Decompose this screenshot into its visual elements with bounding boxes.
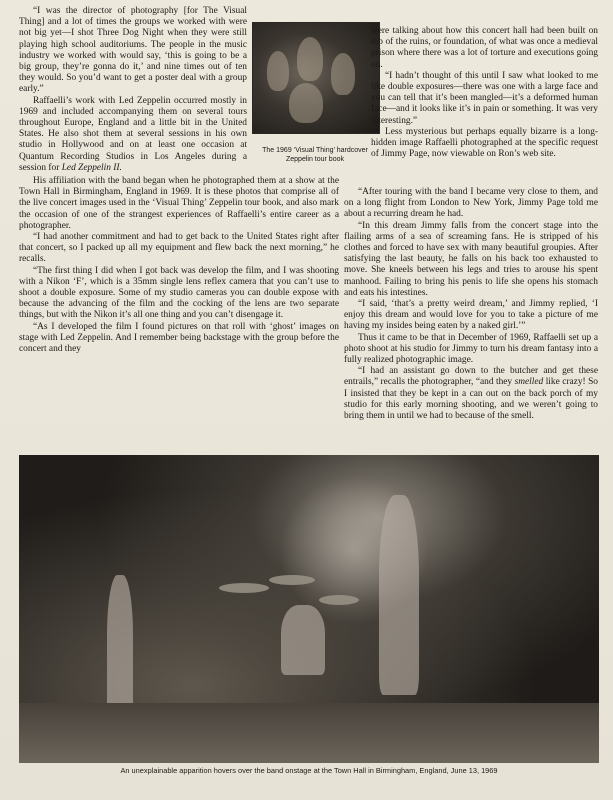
paragraph: “The first thing I did when I got back was develop the film, and I was shooting with a Nikon ‘F’, which is a 35mm single lens reflex camera that you can’t use to shoot a double exposure. Some of my studio cameras you can double expose with because the advancing of the film and the cocking of the lens are two separate things, but with the Nikon it’s all one thing and you can’t disengage it. (19, 265, 339, 321)
concert-photo-caption: An unexplainable apparition hovers over the band onstage at the Town Hall in Birmingham, England, June 13, 1969 (120, 766, 498, 775)
paragraph-text: “I had an assistant go down to the butcher and get these entrails,” recalls the photographer, “and they (344, 366, 598, 388)
right-column-continued (344, 187, 598, 422)
tour-book-caption: The 1969 ‘Visual Thing’ hardcover Zeppelin tour book (262, 147, 368, 163)
left-column (19, 6, 247, 174)
paragraph-text: like crazy! So I insisted that they be kept in a can out on the back porch of my studio for this early morning shooting, and we weren’t going to bring them in until we had to because of the smell. (344, 377, 598, 422)
paragraph: “As I developed the film I found pictures on that roll with ‘ghost’ images on stage with Led Zeppelin. And I remember being backstage with the group before the concert and they (19, 321, 339, 355)
paragraph: His affiliation with the band began when he photographed them at a show at the Town Hall in Birmingham, England in 1969. It is these photos that comprise all of the live concert images used in the ‘Visual Thing’ Zeppelin tour book, and also mark the occasion of one of the strangest experiences of Raffaelli’s entire career as a photographer. (19, 176, 339, 231)
paragraph-text: Raffaelli’s work with Led Zeppelin occurred mostly in 1969 and included accompanying them on several tours throughout Europe, England and a little bit in the United States. He also shot them at several sessions in his own studio in Hollywood and on at least one occasion at Quantum Recording Studios in Los Angeles during a session for (19, 95, 247, 173)
paragraph: were talking about how this concert hall had been built on top of the ruins, or foundation, of what was once a medieval prison where there was a lot of torture and executions going on. (371, 26, 598, 70)
concert-photo (19, 455, 599, 763)
paragraph: “I hadn’t thought of this until I saw what looked to me like double exposures—there was one with a large face and you can tell that it’s been mangled—it’s a deformed human face—and it looks like it’s in pain or something. It was very interesting.” (371, 70, 598, 126)
paragraph: “I was the director of photography [for The Visual Thing] and a lot of times the groups we worked with were not big yet—I shot Three Dog Night when they were still playing high school auditoriums. The people in the music industry we worked with would say, ‘this is going to be a big group, they’re gonna do it,’ and nine times out of ten they would. So you’d want to get a poster deal with a group early.” (19, 6, 247, 95)
paragraph: “In this dream Jimmy falls from the concert stage into the flailing arms of a sea of screaming fans. He is stripped of his clothes and forced to have sex with many beautiful groupies. After satisfying the last beauty, he falls on his back too exhausted to move. She kneels between his legs and tries to arouse his spent manhood. Failing to bring his penis to life she opens his stomach and eats his intestines. (344, 220, 598, 298)
paragraph: “I said, ‘that’s a pretty weird dream,’ and Jimmy replied, ‘I enjoy this dream and would love for you to take a picture of me having my insides being eaten by a naked girl.’” (344, 299, 598, 332)
paragraph (19, 96, 247, 174)
left-column-continued (19, 176, 339, 355)
right-column (371, 26, 598, 160)
stage-floor (19, 703, 599, 763)
album-title: Led Zeppelin II. (61, 162, 122, 173)
paragraph: Less mysterious but perhaps equally bizarre is a long-hidden image Raffaelli photographed at the specific request of Jimmy Page, now viewable on Ron’s web site. (371, 126, 598, 160)
paragraph: Thus it came to be that in December of 1969, Raffaelli set up a photo shoot at his studio for Jimmy to turn his dream fantasy into a fully realized photographic image. (344, 332, 598, 366)
paragraph (344, 366, 598, 422)
emphasis: smelled (514, 377, 544, 388)
paragraph: “After touring with the band I became very close to them, and on a long flight from London to New York, Jimmy Page told me about a recurring dream he had. (344, 187, 598, 220)
tour-book-photo (252, 22, 380, 134)
paragraph: “I had another commitment and had to get back to the United States right after that concert, so I packed up all my equipment and flew back the next morning,” he recalls. (19, 232, 339, 265)
